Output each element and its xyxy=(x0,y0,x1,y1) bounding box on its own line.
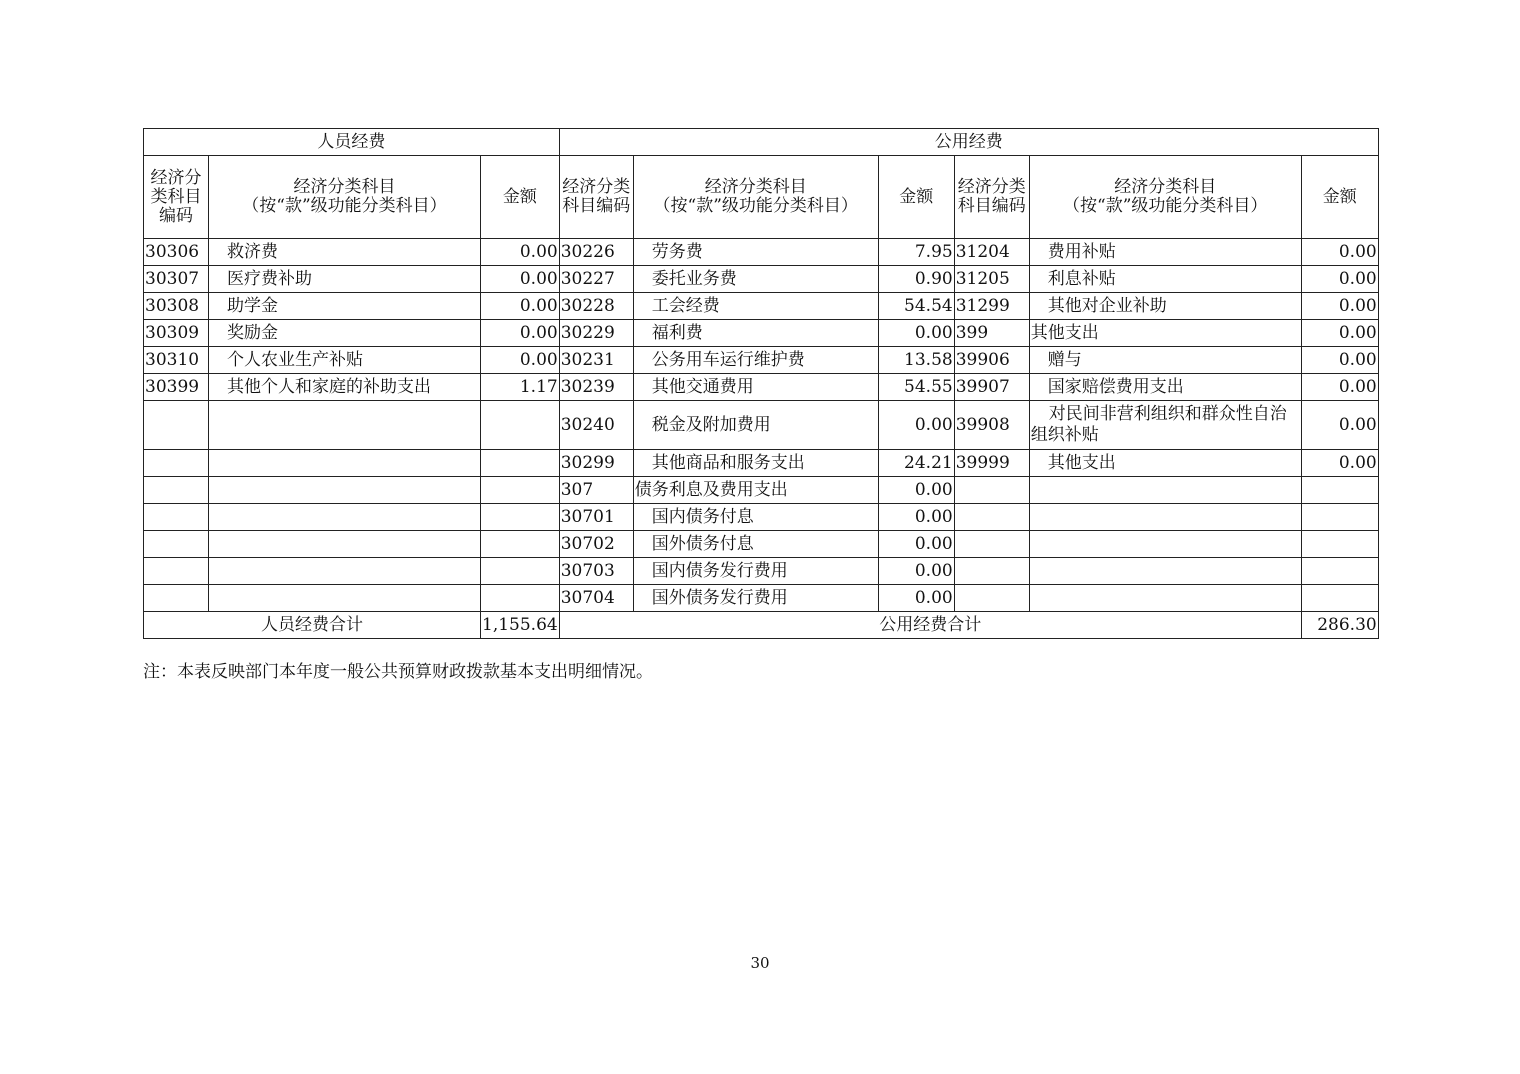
name-column-header: 经济分类科目 （按“款”级功能分类科目） xyxy=(1029,156,1301,239)
personnel-code-cell: 30310 xyxy=(144,347,209,374)
public-amount-cell: 0.00 xyxy=(1301,347,1378,374)
personnel-code-cell xyxy=(144,477,209,504)
public-code-cell: 30701 xyxy=(559,504,633,531)
public-name-cell: 工会经费 xyxy=(633,293,878,320)
code-column-header: 经济分类科目编码 xyxy=(559,156,633,239)
personnel-name-cell xyxy=(209,401,481,450)
public-amount-cell xyxy=(1301,558,1378,585)
personnel-total-amount: 1,155.64 xyxy=(481,612,560,639)
public-amount-cell: 0.00 xyxy=(1301,293,1378,320)
public-code-cell xyxy=(954,477,1029,504)
totals-row xyxy=(144,612,1379,639)
table-row xyxy=(144,401,1379,450)
table-row xyxy=(144,239,1379,266)
public-name-cell: 国家赔偿费用支出 xyxy=(1029,374,1301,401)
personnel-name-cell xyxy=(209,531,481,558)
public-name-cell: 劳务费 xyxy=(633,239,878,266)
public-name-cell: 其他支出 xyxy=(1029,450,1301,477)
public-amount-cell: 13.58 xyxy=(878,347,954,374)
personnel-name-cell: 奖励金 xyxy=(209,320,481,347)
public-code-cell: 39908 xyxy=(954,401,1029,450)
personnel-total-label: 人员经费合计 xyxy=(144,612,481,639)
public-amount-cell: 54.54 xyxy=(878,293,954,320)
public-name-cell xyxy=(1029,504,1301,531)
table-note: 注：本表反映部门本年度一般公共预算财政拨款基本支出明细情况。 xyxy=(143,662,653,682)
personnel-code-cell xyxy=(144,531,209,558)
personnel-code-cell: 30399 xyxy=(144,374,209,401)
name-column-header: 经济分类科目 （按“款”级功能分类科目） xyxy=(633,156,878,239)
public-code-cell: 399 xyxy=(954,320,1029,347)
personnel-code-cell: 30306 xyxy=(144,239,209,266)
public-name-cell: 赠与 xyxy=(1029,347,1301,374)
public-code-cell: 30704 xyxy=(559,585,633,612)
public-amount-cell: 0.00 xyxy=(878,504,954,531)
personnel-amount-cell: 0.00 xyxy=(481,293,560,320)
public-amount-cell: 0.00 xyxy=(1301,239,1378,266)
public-code-cell: 30703 xyxy=(559,558,633,585)
table-row xyxy=(144,504,1379,531)
public-amount-cell: 0.00 xyxy=(1301,401,1378,450)
public-code-cell: 30702 xyxy=(559,531,633,558)
personnel-name-cell xyxy=(209,450,481,477)
public-amount-cell xyxy=(1301,585,1378,612)
public-name-cell: 税金及附加费用 xyxy=(633,401,878,450)
public-code-cell: 31205 xyxy=(954,266,1029,293)
table-row xyxy=(144,585,1379,612)
public-group-header: 公用经费 xyxy=(559,129,1378,156)
public-code-cell: 30240 xyxy=(559,401,633,450)
public-name-cell: 其他交通费用 xyxy=(633,374,878,401)
public-name-cell: 利息补贴 xyxy=(1029,266,1301,293)
personnel-amount-cell xyxy=(481,558,560,585)
name-column-header: 经济分类科目 （按“款”级功能分类科目） xyxy=(209,156,481,239)
personnel-code-cell: 30308 xyxy=(144,293,209,320)
public-amount-cell: 0.00 xyxy=(878,585,954,612)
personnel-name-cell xyxy=(209,558,481,585)
public-code-cell: 30299 xyxy=(559,450,633,477)
personnel-amount-cell: 0.00 xyxy=(481,347,560,374)
personnel-amount-cell xyxy=(481,450,560,477)
public-code-cell: 31204 xyxy=(954,239,1029,266)
personnel-name-cell xyxy=(209,585,481,612)
public-amount-cell: 7.95 xyxy=(878,239,954,266)
public-code-cell: 30239 xyxy=(559,374,633,401)
public-amount-cell: 0.00 xyxy=(878,401,954,450)
personnel-code-cell xyxy=(144,558,209,585)
personnel-code-cell xyxy=(144,450,209,477)
public-code-cell: 39907 xyxy=(954,374,1029,401)
public-amount-cell xyxy=(1301,531,1378,558)
personnel-amount-cell xyxy=(481,401,560,450)
personnel-code-cell: 30307 xyxy=(144,266,209,293)
personnel-name-cell: 其他个人和家庭的补助支出 xyxy=(209,374,481,401)
personnel-amount-cell: 1.17 xyxy=(481,374,560,401)
public-amount-cell xyxy=(1301,477,1378,504)
amount-column-header: 金额 xyxy=(1301,156,1378,239)
public-code-cell: 307 xyxy=(559,477,633,504)
table-row xyxy=(144,450,1379,477)
public-amount-cell: 0.00 xyxy=(1301,266,1378,293)
column-header-row xyxy=(144,156,1379,239)
table-row xyxy=(144,320,1379,347)
table-row xyxy=(144,477,1379,504)
personnel-amount-cell: 0.00 xyxy=(481,266,560,293)
personnel-name-cell: 医疗费补助 xyxy=(209,266,481,293)
group-header-row xyxy=(144,129,1379,156)
personnel-code-cell xyxy=(144,401,209,450)
personnel-group-header: 人员经费 xyxy=(144,129,560,156)
personnel-amount-cell xyxy=(481,531,560,558)
public-name-cell xyxy=(1029,477,1301,504)
personnel-name-cell: 救济费 xyxy=(209,239,481,266)
personnel-name-cell: 个人农业生产补贴 xyxy=(209,347,481,374)
public-code-cell xyxy=(954,531,1029,558)
personnel-amount-cell: 0.00 xyxy=(481,239,560,266)
public-name-cell xyxy=(1029,531,1301,558)
public-amount-cell xyxy=(1301,504,1378,531)
public-amount-cell: 0.00 xyxy=(878,477,954,504)
public-code-cell: 39999 xyxy=(954,450,1029,477)
public-name-cell: 福利费 xyxy=(633,320,878,347)
public-total-label: 公用经费合计 xyxy=(559,612,1301,639)
public-name-cell: 其他对企业补助 xyxy=(1029,293,1301,320)
public-code-cell: 30229 xyxy=(559,320,633,347)
public-name-cell: 国内债务付息 xyxy=(633,504,878,531)
personnel-name-cell xyxy=(209,504,481,531)
public-name-cell: 其他商品和服务支出 xyxy=(633,450,878,477)
public-amount-cell: 0.00 xyxy=(878,531,954,558)
public-name-cell: 国外债务付息 xyxy=(633,531,878,558)
personnel-amount-cell xyxy=(481,504,560,531)
public-code-cell xyxy=(954,558,1029,585)
code-column-header: 经济分类科目编码 xyxy=(954,156,1029,239)
personnel-code-cell xyxy=(144,585,209,612)
table-row xyxy=(144,347,1379,374)
amount-column-header: 金额 xyxy=(481,156,560,239)
public-name-cell: 对民间非营利组织和群众性自治组织补贴 xyxy=(1029,401,1301,450)
personnel-amount-cell xyxy=(481,477,560,504)
table-row xyxy=(144,293,1379,320)
table-row xyxy=(144,266,1379,293)
public-name-cell xyxy=(1029,558,1301,585)
public-code-cell: 31299 xyxy=(954,293,1029,320)
personnel-name-cell: 助学金 xyxy=(209,293,481,320)
public-name-cell: 公务用车运行维护费 xyxy=(633,347,878,374)
public-name-cell xyxy=(1029,585,1301,612)
table-row xyxy=(144,374,1379,401)
personnel-amount-cell xyxy=(481,585,560,612)
public-code-cell: 30226 xyxy=(559,239,633,266)
code-column-header: 经济分类科目编码 xyxy=(144,156,209,239)
personnel-code-cell: 30309 xyxy=(144,320,209,347)
personnel-name-cell xyxy=(209,477,481,504)
public-amount-cell: 0.00 xyxy=(1301,374,1378,401)
expenditure-detail-table xyxy=(143,128,1379,639)
public-amount-cell: 24.21 xyxy=(878,450,954,477)
public-code-cell: 39906 xyxy=(954,347,1029,374)
page-number: 30 xyxy=(750,954,770,972)
public-total-amount: 286.30 xyxy=(1301,612,1378,639)
amount-column-header: 金额 xyxy=(878,156,954,239)
table-row xyxy=(144,558,1379,585)
public-name-cell: 国内债务发行费用 xyxy=(633,558,878,585)
public-amount-cell: 0.00 xyxy=(878,558,954,585)
public-amount-cell: 0.90 xyxy=(878,266,954,293)
public-code-cell: 30228 xyxy=(559,293,633,320)
public-name-cell: 国外债务发行费用 xyxy=(633,585,878,612)
public-code-cell xyxy=(954,585,1029,612)
public-code-cell: 30231 xyxy=(559,347,633,374)
personnel-code-cell xyxy=(144,504,209,531)
public-code-cell: 30227 xyxy=(559,266,633,293)
public-name-cell: 债务利息及费用支出 xyxy=(633,477,878,504)
personnel-amount-cell: 0.00 xyxy=(481,320,560,347)
public-amount-cell: 0.00 xyxy=(878,320,954,347)
public-amount-cell: 0.00 xyxy=(1301,450,1378,477)
public-name-cell: 其他支出 xyxy=(1029,320,1301,347)
table-row xyxy=(144,531,1379,558)
public-name-cell: 费用补贴 xyxy=(1029,239,1301,266)
public-name-cell: 委托业务费 xyxy=(633,266,878,293)
public-code-cell xyxy=(954,504,1029,531)
public-amount-cell: 54.55 xyxy=(878,374,954,401)
public-amount-cell: 0.00 xyxy=(1301,320,1378,347)
